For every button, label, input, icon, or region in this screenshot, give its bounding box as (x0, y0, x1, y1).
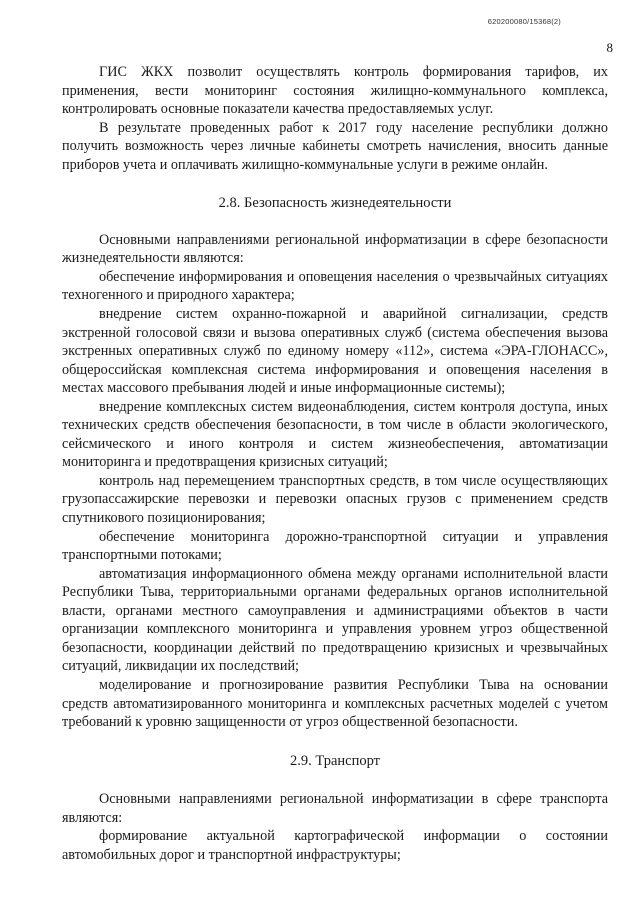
list-item: внедрение систем охранно-пожарной и аварийной сигнализации, средств экстренной голосовой связи и вызова оперативных служб (система обеспечения вызова экстренных оперативных служб по единому номеру «112», система «ЭРА-ГЛОНАСС», общероссийская комплексная система информирования и оповещения населения в местах массового пребывания людей и иные информационные системы); (62, 306, 608, 397)
paragraph: Основными направлениями региональной информатизации в сфере транспорта являются: (62, 791, 608, 826)
page-number: 8 (606, 40, 613, 55)
paragraph: В результате проведенных работ к 2017 году население республики должно получить возможность через личные кабинеты смотреть начисления, вносить данные приборов учета и оплачивать жилищно-коммунальные услуги в режиме онлайн. (62, 119, 608, 173)
list-item: формирование актуальной картографической информации о состоянии автомобильных дорог и транспортной инфраструктуры; (62, 828, 608, 863)
list-item: обеспечение информирования и оповещения населения о чрезвычайных ситуациях техногенного и природного характера; (62, 268, 608, 304)
list-item: моделирование и прогнозирование развития Республики Тыва на основании средств автоматизированного мониторинга и комплексных расчетных моделей с учетом требований к уровню защищенности от угроз общественной безопасности. (62, 676, 608, 731)
list-item: автоматизация информационного обмена между органами исполнительной власти Республики Тыва, территориальными органами федеральных органов исполнительной власти, органами местного самоуправления и администрациями объектов в части организации комплексного мониторинга и управления уровнем угроз общественной безопасности, координации действий по предотвращению кризисных и чрезвычайных ситуаций, ликвидации их последствий; (62, 565, 608, 675)
paragraph: Основными направлениями региональной информатизации в сфере безопасности жизнедеятельности являются: (62, 231, 608, 267)
document-body (62, 63, 608, 864)
paragraph: ГИС ЖКХ позволит осуществлять контроль формирования тарифов, их применения, вести мониторинг состояния жилищно-коммунального комплекса, контролировать основные показатели качества предоставляемых услуг. (62, 64, 608, 118)
list-item: внедрение комплексных систем видеонаблюдения, систем контроля доступа, иных технических средств обеспечения безопасности, в том числе в области экологического, сейсмического и иного контроля и систем жизнеобеспечения, автоматизации мониторинга и предотвращения кризисных ситуаций; (62, 398, 608, 471)
document-registration-code: 620200080/15368(2) (487, 17, 561, 26)
section-heading-2-9: 2.9. Транспорт (290, 752, 380, 769)
section-heading-2-8: 2.8. Безопасность жизнедеятельности (218, 195, 452, 212)
list-item: обеспечение мониторинга дорожно-транспортной ситуации и управления транспортными потоками; (62, 528, 608, 564)
list-item: контроль над перемещением транспортных средств, в том числе осуществляющих грузопассажирские перевозки и перевозки опасных грузов с применением средств спутникового позиционирования; (62, 472, 608, 527)
